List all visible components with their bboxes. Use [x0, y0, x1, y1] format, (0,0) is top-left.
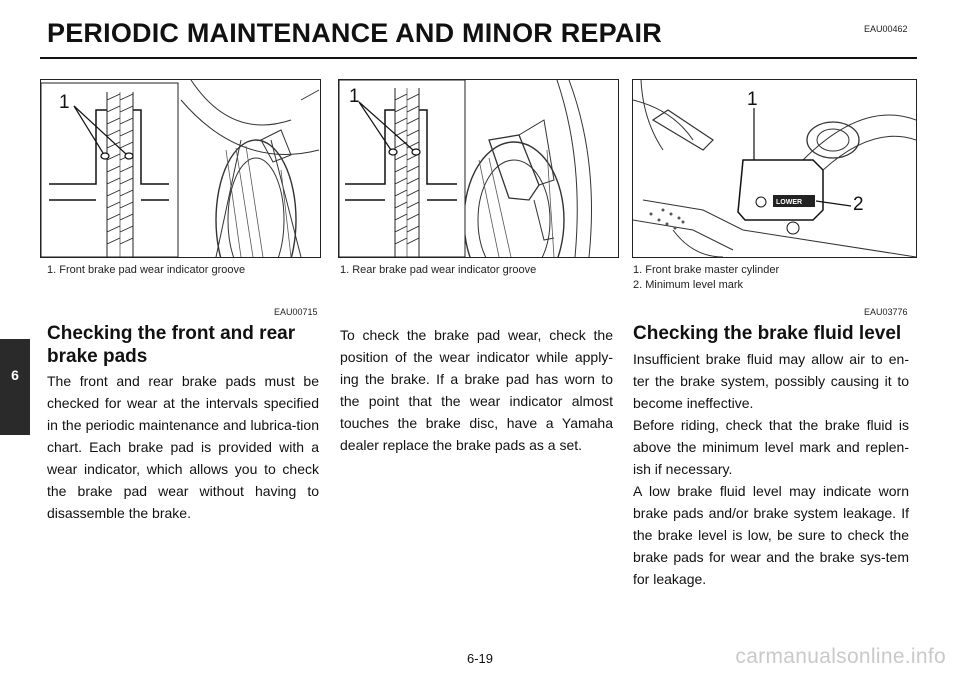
figure-rear-brake-pad: [338, 79, 619, 258]
paragraph-text: Insufficient brake fluid may allow air to en-ter the brake system, possibly causing it to become ineffective.: [633, 351, 909, 411]
caption-line: 1. Front brake pad wear indicator groove: [47, 264, 246, 276]
section-code-brake-fluid: EAU03776: [864, 307, 908, 317]
section-code-brake-pads: EAU00715: [274, 307, 318, 317]
figure-1-label: 1: [59, 92, 70, 113]
paragraph-brake-pads: [47, 370, 319, 524]
figure-2-caption: [340, 263, 536, 278]
header-rule: [40, 57, 917, 59]
paragraph-brake-fluid: [633, 348, 909, 590]
paragraph-text: To check the brake pad wear, check the position of the wear indicator while apply-ing the brake. If a brake pad has worn to the point that the wear indicator almost touches the brake disc, have a Yamaha dealer replace the brake pads as a set.: [340, 327, 613, 453]
page-title: PERIODIC MAINTENANCE AND MINOR REPAIR: [47, 18, 662, 48]
chapter-tab: [0, 339, 30, 435]
figure-2-label: 1: [349, 86, 360, 107]
figure-1-caption: [47, 263, 245, 278]
heading-line: Checking the front and rear: [47, 323, 296, 344]
watermark: carmanualsonline.info: [735, 645, 946, 668]
caption-line: 1. Front brake master cylinder: [633, 264, 780, 276]
heading-brake-pads: [47, 322, 319, 368]
heading-line: brake pads: [47, 346, 148, 367]
paragraph-text: Before riding, check that the brake fluid is above the minimum level mark and replen-ish if necessary.: [633, 417, 909, 477]
figure-3-caption: [633, 263, 779, 293]
header-code: EAU00462: [864, 24, 908, 34]
paragraph-text: The front and rear brake pads must be checked for wear at the intervals specified in the periodic maintenance and lubrica-tion chart. Each brake pad is provided with a wear indicator, which allows you to check the brake pad wear without having to disassemble the brake.: [47, 373, 319, 521]
paragraph-text: A low brake fluid level may indicate worn brake pads and/or brake system leakage. If the brake level is low, be sure to check the brake pads for wear and the brake sys-tem for leakage.: [633, 483, 909, 587]
caption-line: 1. Rear brake pad wear indicator groove: [340, 264, 537, 276]
figure-master-cylinder: [632, 79, 917, 258]
heading-brake-fluid: Checking the brake fluid level: [633, 323, 902, 344]
caption-line: 2. Minimum level mark: [633, 279, 744, 291]
figure-3-label-1: 1: [747, 89, 758, 110]
figure-3-label-2: 2: [853, 194, 864, 215]
reservoir-lower-mark: LOWER: [776, 199, 803, 206]
paragraph-brake-pads-continued: [340, 324, 613, 456]
page-number: 6-19: [466, 651, 494, 666]
figure-front-brake-pad: [40, 79, 321, 258]
chapter-number: 6: [11, 367, 19, 383]
